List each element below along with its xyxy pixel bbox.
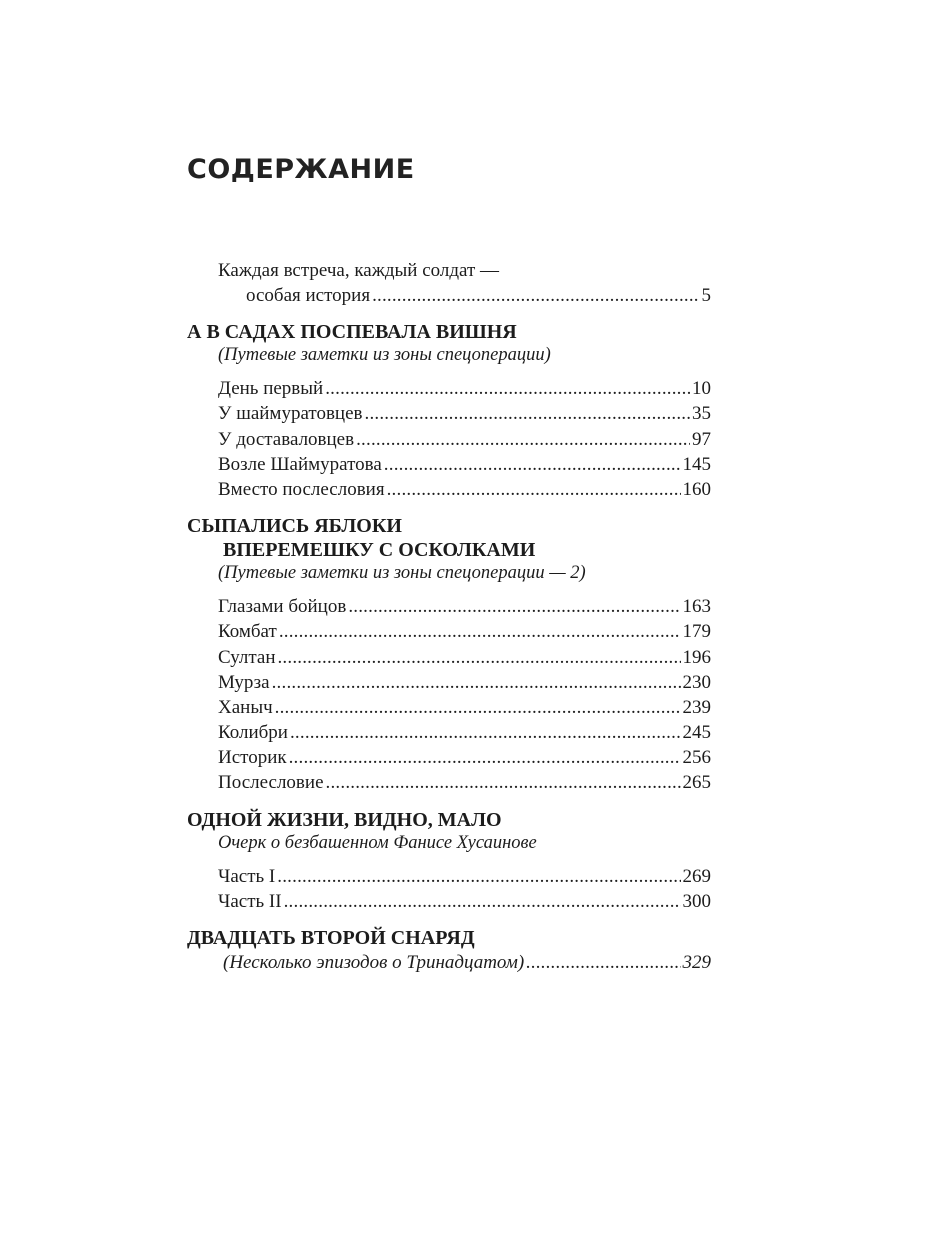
dot-leader	[372, 283, 699, 308]
dot-leader	[290, 720, 681, 745]
toc-entry-label: Султан	[218, 646, 276, 668]
section-title: ОДНОЙ ЖИЗНИ, ВИДНО, МАЛО	[187, 808, 502, 831]
toc-entry[interactable]	[187, 645, 711, 670]
section-title: А В САДАХ ПОСПЕВАЛА ВИШНЯ	[187, 321, 517, 344]
dot-leader	[387, 477, 681, 502]
toc-page-number: 269	[682, 865, 711, 887]
toc-page-number: 97	[692, 428, 711, 450]
dot-leader	[326, 770, 681, 795]
toc-entry[interactable]	[187, 745, 711, 770]
toc-entry-label: (Несколько эпизодов о Тринадцатом)	[223, 952, 525, 973]
toc-page-number: 5	[701, 285, 711, 306]
dot-leader	[277, 864, 680, 889]
toc-page-number: 256	[682, 747, 711, 769]
toc-entry-label: У доставаловцев	[218, 428, 355, 450]
section-subtitle: (Путевые заметки из зоны спецоперации)	[218, 345, 551, 366]
toc-entry-label: Ханыч	[218, 696, 273, 718]
toc-page-number: 10	[692, 378, 711, 400]
page-title: СОДЕРЖАНИЕ	[187, 154, 415, 185]
toc-page-number: 300	[682, 890, 711, 912]
toc-entry[interactable]	[187, 376, 711, 401]
dot-leader	[325, 376, 690, 401]
toc-entry-label: Возле Шаймуратова	[218, 453, 382, 475]
toc-entry[interactable]	[187, 950, 711, 975]
section-subtitle: (Путевые заметки из зоны спецоперации — 2)	[218, 563, 586, 584]
toc-entry-label: Глазами бойцов	[218, 596, 347, 618]
toc-page-number: 35	[692, 403, 711, 425]
toc-entry-label: Послесловие	[218, 772, 324, 794]
toc-page-number: 163	[682, 596, 711, 618]
toc-entry[interactable]	[187, 864, 711, 889]
toc-entry-label: У шаймуратовцев	[218, 403, 363, 425]
toc-entry-label: Мурза	[218, 671, 270, 693]
section-title: СЫПАЛИСЬ ЯБЛОКИ	[187, 515, 402, 538]
toc-page-number: 230	[682, 671, 711, 693]
toc-entry-label: особая история	[246, 285, 371, 306]
toc-entry[interactable]	[187, 477, 711, 502]
toc-page-number: 239	[682, 696, 711, 718]
toc-entry[interactable]	[187, 594, 711, 619]
dot-leader	[384, 452, 681, 477]
toc-page-number: 196	[682, 646, 711, 668]
toc-entry-label: День первый	[218, 378, 324, 400]
toc-entry[interactable]	[187, 889, 711, 914]
toc-entry[interactable]	[187, 427, 711, 452]
toc-entry-label: Историк	[218, 747, 287, 769]
toc-entry[interactable]	[187, 452, 711, 477]
section-title: ДВАДЦАТЬ ВТОРОЙ СНАРЯД	[187, 927, 475, 949]
toc-entry-label: Комбат	[218, 621, 277, 643]
toc-page-number: 265	[682, 772, 711, 794]
toc-page-number: 145	[682, 453, 711, 475]
toc-entry-label: Часть II	[218, 890, 282, 912]
toc-entry[interactable]	[187, 619, 711, 644]
toc-entry-label: Колибри	[218, 722, 288, 744]
toc-page-number: 179	[682, 621, 711, 643]
dot-leader	[365, 401, 691, 426]
toc-entry[interactable]	[187, 695, 711, 720]
dot-leader	[279, 619, 681, 644]
dot-leader	[289, 745, 681, 770]
section-subtitle: Очерк о безбашенном Фанисе Хусаинове	[218, 832, 537, 853]
toc-intro-line: Каждая встреча, каждый солдат —	[218, 260, 500, 281]
dot-leader	[272, 670, 681, 695]
dot-leader	[526, 950, 680, 975]
toc-entry[interactable]	[187, 770, 711, 795]
dot-leader	[275, 695, 681, 720]
dot-leader	[356, 427, 690, 452]
toc-entry-label: Часть I	[218, 865, 276, 887]
toc-entry[interactable]	[187, 401, 711, 426]
toc-entry[interactable]	[187, 720, 711, 745]
toc-page-number: 329	[682, 952, 711, 973]
section-title-continued: ВПЕРЕМЕШКУ С ОСКОЛКАМИ	[223, 539, 536, 562]
toc-entry-intro[interactable]	[187, 283, 711, 308]
dot-leader	[348, 594, 680, 619]
toc-page-number: 245	[682, 722, 711, 744]
dot-leader	[277, 645, 680, 670]
toc-entry-label: Вместо послесловия	[218, 478, 385, 500]
table-of-contents	[187, 258, 711, 975]
dot-leader	[284, 889, 681, 914]
toc-entry[interactable]	[187, 670, 711, 695]
toc-page-number: 160	[682, 478, 711, 500]
